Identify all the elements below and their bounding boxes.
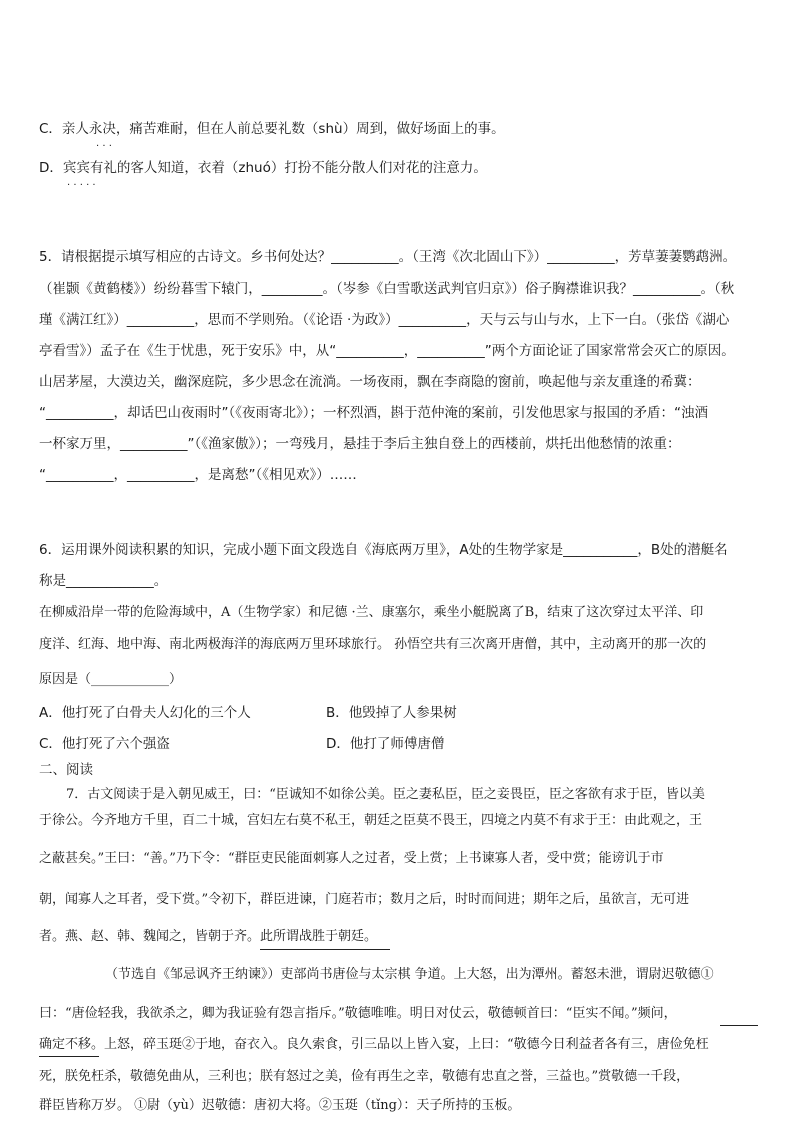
q6-option-c: C．他打死了六个强盗 (39, 736, 170, 752)
underline-pinwen (720, 1025, 758, 1026)
underline-sentence (260, 949, 390, 950)
q6-option-a: A．他打死了白骨夫人幻化的三个人 (39, 705, 251, 721)
q7-line-5: 者。燕、赵、韩、魏闻之，皆朝于齐。此所谓战胜于朝廷。 (39, 929, 378, 944)
q5-line-7: 一杯家万里，__________”（《渔家傲》）；一弯残月，悬挂于李后主独自登上的西楼前，烘托出他愁情的浓重： (39, 436, 681, 452)
q5-line-6: “__________，却话巴山夜雨时”（《夜雨寄北》）；一杯烈酒，斟于范仲淹的案前，引发他思家与报国的矛盾：“浊酒 (39, 405, 708, 421)
q7-line-10: 群臣皆称万岁。 ①尉（yù）迟敬德：唐初大将。②玉珽（tǐng）：天子所持的玉板。 (39, 1098, 521, 1113)
q5-line-2: （崔颢《黄鹤楼》）纷纷暮雪下辕门，_________。（岑参《白雪歌送武判官归京》）俗子胸襟谁识我？__________。（秋 (39, 281, 735, 297)
q7-line-4: 朝，闻寡人之耳者，受下赏。”令初下，群臣进谏，门庭若市；数月之后，时时而间进；期年之后，虽欲言，无可进 (39, 892, 690, 907)
q5-line-4: 亭看雪》）孟子在《生于忧患，死于安乐》中，从“__________，__________”两个方面论证了国家常常会灭亡的原因。 (39, 343, 735, 359)
q7-line-9: 死，朕免枉杀，敬德免曲从，三利也；朕有怒过之美，俭有再生之幸，敬德有忠直之誉，三益也。”赏敬德一千段， (39, 1069, 690, 1084)
q6-passage-3: 原因是（____________） (39, 672, 183, 687)
option-c: C．亲人永决，痛苦难耐，但在人前总要礼数（shù）周到，做好场面上的事。 (39, 121, 505, 137)
q5-line-1: 5．请根据提示填写相应的古诗文。乡书何处达？__________。（王湾《次北固山下》）__________，芳草萋萋鹦鹉洲。 (39, 249, 737, 265)
emphasis-dots-d: · · · · · (67, 180, 96, 191)
q6-option-d: D．他打了师傅唐僧 (326, 736, 445, 752)
q5-line-8: “__________，__________，是离愁”（《相见欢》）…… (39, 467, 357, 483)
q6-passage-1: 在柳威沿岸一带的危险海域中，A（生物学家）和尼德 ·兰、康塞尔，乘坐小艇脱离了B，结束了这次穿过太平洋、印 (39, 605, 704, 620)
section-title-reading: 二、阅读 (39, 762, 93, 778)
emphasis-dots-c: · · · (96, 141, 112, 152)
underline-queding (39, 1056, 99, 1057)
option-d: D．宾宾有礼的客人知道，衣着（zhuó）打扮不能分散人们对花的注意力。 (39, 160, 487, 176)
q6-line-1: 6．运用课外阅读积累的知识，完成小题下面文段选自《海底两万里》，A处的生物学家是___________，B处的潜艇名 (39, 542, 728, 558)
q5-line-3: 瑾《满江红》）__________，思而不学则殆。（《论语 ·为政》）__________，天与云与山与水，上下一白。（张岱《湖心 (39, 312, 730, 328)
q6-line-2: 称是_____________。 (39, 573, 168, 589)
q7-line-7: 曰：“唐俭轻我，我欲杀之，卿为我证验有怨言指斥。”敬德唯唯。明日对仗云，敬德顿首曰：“臣实不闻。”频问， (39, 1006, 677, 1021)
q6-option-b: B．他毁掉了人参果树 (326, 705, 457, 721)
q5-line-5: 山居茅屋，大漠边关，幽深庭院，多少思念在流淌。一场夜雨，飘在李商隐的窗前，唤起他与亲友重逢的希冀： (39, 374, 701, 390)
q7-line-2: 于徐公。今齐地方千里，百二十城，宫妇左右莫不私王，朝廷之臣莫不畏王，四境之内莫不有求于王：由此观之，王 (39, 813, 703, 828)
q7-line-1: 7．古文阅读于是入朝见威王，曰：“臣诚知不如徐公美。臣之妻私臣，臣之妾畏臣，臣之客欲有求于臣，皆以美 (66, 787, 705, 802)
q7-line-8: 确定不移。上怒，碎玉珽②于地，奋衣入。良久索食，引三品以上皆入宴，上曰：“敬德今日利益者各有三，唐俭免枉 (39, 1037, 709, 1052)
q7-line-3: 之蔽甚矣。”王曰：“善。”乃下令：“群臣吏民能面刺寡人之过者，受上赏；上书谏寡人者，受中赏；能谤讥于市 (39, 851, 664, 866)
q6-passage-2: 度洋、红海、地中海、南北两极海洋的海底两万里环球旅行。 孙悟空共有三次离开唐僧，其中，主动离开的那一次的 (39, 637, 707, 652)
q7-line-6: （节选自《邹忌讽齐王纳谏》）吏部尚书唐俭与太宗棋 争道。上大怒，出为潭州。蓄怒未泄，谓尉迟敬德① (105, 967, 714, 982)
